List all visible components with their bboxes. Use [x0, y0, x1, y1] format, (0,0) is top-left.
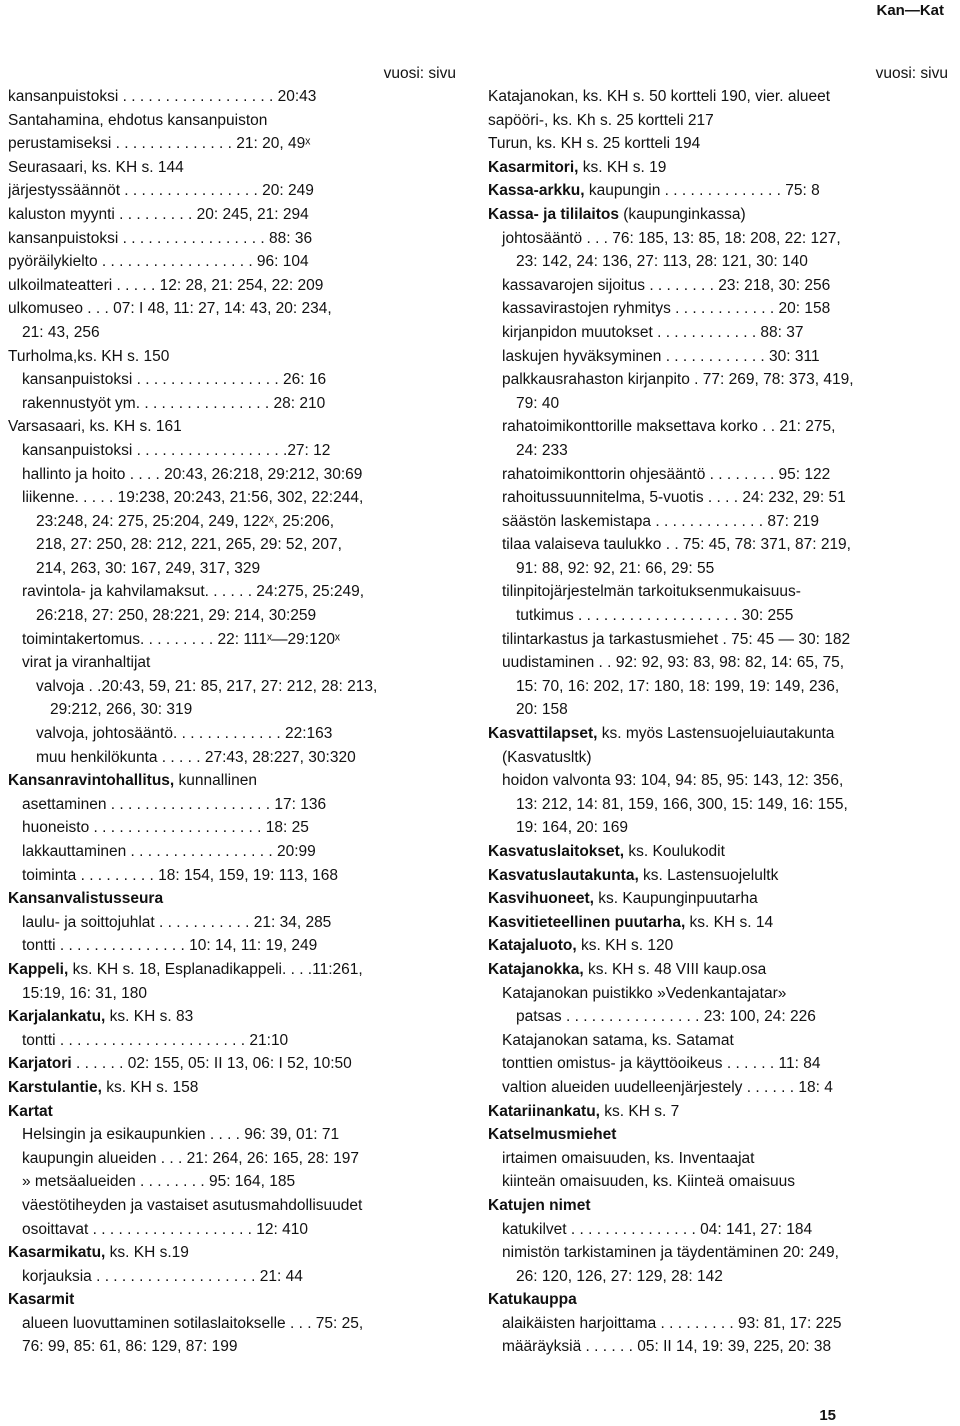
index-subentry: patsas . . . . . . . . . . . . . . . . 23: 100, 24: 226: [516, 1008, 816, 1026]
index-entry: Katajanokan, ks. KH s. 50 kortteli 190, vier. alueet: [488, 88, 831, 105]
entry-keyword: Katujen nimet: [488, 1196, 591, 1214]
entry-text: ks. Lastensuojelultk: [638, 866, 779, 884]
index-entry: ulkomuseo . . . 07: I 48, 11: 27, 14: 43, 20: 234,: [8, 300, 332, 318]
index-subentry: Katajanokan puistikko »Vedenkantajatar»: [502, 984, 787, 1002]
entry-keyword: Kasarmit: [8, 1291, 75, 1309]
index-subentry: alaikäisten harjoittama . . . . . . . . . 93: 81, 17: 225: [502, 1314, 842, 1332]
entry-keyword: Kasvatuslautakunta,: [488, 866, 639, 884]
index-subentry: uudistaminen . . 92: 92, 93: 83, 98: 82, 14: 65, 75,: [502, 654, 845, 672]
index-subentry: osoittavat . . . . . . . . . . . . . . . . . . . 12: 410: [22, 1220, 309, 1238]
index-entry: [488, 1288, 948, 1312]
index-subentry: 21: 43, 256: [22, 323, 100, 341]
index-entry: [8, 1288, 456, 1312]
entry-keyword: Katukauppa: [488, 1291, 577, 1309]
entry-keyword: Kasarmikatu,: [8, 1244, 106, 1262]
index-subentry: korjauksia . . . . . . . . . . . . . . . . . . . 21: 44: [22, 1267, 303, 1285]
index-entry: Santahamina, ehdotus kansanpuiston: [8, 111, 268, 129]
index-subentry: 20: 158: [516, 701, 568, 719]
index-entry: sapööri-, ks. Kh s. 25 kortteli 217: [488, 111, 714, 129]
index-subentry: tonttien omistus- ja käyttöoikeus . . . . . . 11: 84: [502, 1055, 821, 1073]
index-subentry: 26: 120, 126, 27: 129, 28: 142: [516, 1267, 723, 1285]
index-subentry: toimintakertomus. . . . . . . . . 22: 111ˣ—29:120ˣ: [22, 630, 341, 648]
entry-text: ks. KH s. 7: [599, 1102, 680, 1120]
entry-text: (kaupunginkassa): [618, 205, 746, 223]
index-subentry: kiinteän omaisuuden, ks. Kiinteä omaisuus: [502, 1173, 795, 1191]
entry-text: kaupungin . . . . . . . . . . . . . . 75: 8: [584, 182, 820, 200]
index-subentry: kansanpuistoksi . . . . . . . . . . . . . . . . . .27: 12: [22, 441, 331, 459]
entry-keyword: Katajanokka,: [488, 960, 584, 978]
index-entry: [488, 911, 948, 935]
entry-keyword: Kansanvalistusseura: [8, 890, 164, 908]
index-subentry: rakennustyöt ym. . . . . . . . . . . . . . . . 28: 210: [22, 394, 326, 412]
right-entry-list: [488, 85, 948, 1359]
entry-keyword: Kasvatuslaitokset,: [488, 843, 625, 860]
entry-keyword: Kasvattilapset,: [488, 725, 598, 743]
index-subentry: rahoitussuunnitelma, 5-vuotis . . . . 24: 232, 29: 51: [502, 489, 846, 507]
index-entry: [488, 840, 948, 864]
entry-keyword: Kansanravintohallitus,: [8, 772, 175, 790]
left-entry-list: [8, 85, 456, 1359]
index-entry: [488, 934, 948, 958]
index-subentry: huoneisto . . . . . . . . . . . . . . . . . . . . 18: 25: [22, 819, 309, 837]
left-column: [8, 62, 456, 1359]
index-subentry: ravintola- ja kahvilamaksut. . . . . . 24:275, 25:249,: [22, 583, 365, 601]
index-subentry: alueen luovuttaminen sotilaslaitokselle . . . 75: 25,: [22, 1314, 364, 1332]
index-subentry: 15: 70, 16: 202, 17: 180, 18: 199, 19: 149, 236,: [516, 677, 840, 695]
index-subentry: 79: 40: [516, 394, 560, 412]
index-subentry: johtosääntö . . . 76: 185, 13: 85, 18: 208, 22: 127,: [502, 229, 841, 247]
index-subentry: tontti . . . . . . . . . . . . . . . . . . . . . . 21:10: [22, 1031, 289, 1049]
index-entry: [488, 179, 948, 203]
index-subentry: 15:19, 16: 31, 180: [22, 984, 147, 1002]
running-header: Kan—Kat: [876, 2, 944, 19]
index-subentry: 23: 142, 24: 136, 27: 113, 28: 121, 30: 140: [516, 253, 808, 271]
index-subentry: 19: 164, 20: 169: [516, 819, 629, 837]
entry-text: ks. KH s. 14: [685, 913, 774, 931]
index-subentry: toiminta . . . . . . . . . 18: 154, 159, 19: 113, 168: [22, 866, 338, 884]
index-entry: [8, 1052, 456, 1076]
index-subentry: laulu- ja soittojuhlat . . . . . . . . . . . 21: 34, 285: [22, 913, 332, 931]
index-entry: ulkoilmateatteri . . . . . 12: 28, 21: 254, 22: 209: [8, 276, 324, 294]
entry-text: kunnallinen: [174, 772, 257, 790]
index-subentry: hallinto ja hoito . . . . 20:43, 26:218, 29:212, 30:69: [22, 465, 363, 483]
index-entry: perustamiseksi . . . . . . . . . . . . . . 21: 20, 49ˣ: [8, 135, 311, 153]
index-subentry: valvoja . .20:43, 59, 21: 85, 217, 27: 212, 28: 213,: [36, 677, 378, 695]
entry-keyword: Kappeli,: [8, 960, 69, 978]
index-subentry: 24: 233: [516, 441, 568, 459]
index-subentry: laskujen hyväksyminen . . . . . . . . . . . . 30: 311: [502, 347, 820, 365]
index-subentry: (Kasvatusltk): [502, 748, 592, 766]
index-entry: [488, 203, 948, 227]
index-subentry: nimistön tarkistaminen ja täydentäminen 20: 249,: [502, 1244, 839, 1262]
entry-text: ks. KH s. 120: [576, 937, 674, 955]
entry-text: ks. myös Lastensuojeluiautakunta: [597, 725, 835, 743]
index-subentry: kassavarojen sijoitus . . . . . . . . 23: 218, 30: 256: [502, 276, 831, 294]
index-subentry: kirjanpidon muutokset . . . . . . . . . . . . 88: 37: [502, 323, 804, 341]
index-subentry: liikenne. . . . . 19:238, 20:243, 21:56, 302, 22:244,: [22, 489, 364, 507]
index-subentry: 23:248, 24: 275, 25:204, 249, 122ˣ, 25:206,: [36, 512, 335, 530]
entry-text: ks. KH s. 19: [578, 158, 667, 176]
entry-keyword: Katselmusmiehet: [488, 1126, 617, 1144]
entry-keyword: Karjalankatu,: [8, 1008, 106, 1026]
index-entry: [8, 1076, 456, 1100]
index-entry: [8, 1005, 456, 1029]
index-subentry: kaupungin alueiden . . . 21: 264, 26: 165, 28: 197: [22, 1149, 359, 1167]
entry-text: ks. Kaupunginpuutarha: [593, 890, 758, 908]
index-entry: [488, 1123, 948, 1147]
index-subentry: valvoja, johtosääntö. . . . . . . . . . . . . 22:163: [36, 725, 333, 743]
index-entry: [488, 887, 948, 911]
index-entry: [488, 1194, 948, 1218]
entry-text: ks. KH s. 18, Esplanadikappeli. . . .11:261,: [68, 960, 363, 978]
index-subentry: Katajanokan satama, ks. Satamat: [502, 1031, 734, 1049]
index-entry: [8, 887, 456, 911]
entry-keyword: Katariinankatu,: [488, 1102, 600, 1120]
index-entry: kaluston myynti . . . . . . . . . 20: 245, 21: 294: [8, 205, 309, 223]
index-subentry: tutkimus . . . . . . . . . . . . . . . . . . . 30: 255: [516, 607, 794, 625]
index-subentry: tontti . . . . . . . . . . . . . . . 10: 14, 11: 19, 249: [22, 937, 318, 955]
index-subentry: 214, 263, 30: 167, 249, 317, 329: [36, 559, 261, 577]
right-column-heading: vuosi: sivu: [875, 65, 948, 82]
entry-keyword: Kassa-arkku,: [488, 182, 585, 200]
index-entry: kansanpuistoksi . . . . . . . . . . . . . . . . . . 20:43: [8, 88, 317, 105]
index-subentry: rahatoimikonttorin ohjesääntö . . . . . . . . 95: 122: [502, 465, 831, 483]
page-number: 15: [819, 1407, 836, 1424]
entry-text: ks. KH s. 48 VIII kaup.osa: [583, 960, 767, 978]
index-subentry: 29:212, 266, 30: 319: [50, 701, 193, 719]
index-subentry: valtion alueiden uudelleenjärjestely . . . . . . 18: 4: [502, 1078, 833, 1096]
entry-text: ks. KH s. 158: [101, 1078, 199, 1096]
index-entry: [8, 1241, 456, 1265]
index-entry: kansanpuistoksi . . . . . . . . . . . . . . . . . 88: 36: [8, 229, 313, 247]
index-subentry: 13: 212, 14: 81, 159, 166, 300, 15: 149, 16: 155,: [516, 795, 848, 813]
index-subentry: palkkausrahaston kirjanpito . 77: 269, 78: 373, 419,: [502, 371, 854, 389]
index-subentry: irtaimen omaisuuden, ks. Inventaajat: [502, 1149, 755, 1167]
index-subentry: rahatoimikonttorille maksettava korko . . 21: 275,: [502, 418, 836, 436]
index-subentry: hoidon valvonta 93: 104, 94: 85, 95: 143, 12: 356,: [502, 772, 844, 790]
index-subentry: katukilvet . . . . . . . . . . . . . . . 04: 141, 27: 184: [502, 1220, 813, 1238]
entry-text: ks. KH s. 83: [105, 1008, 194, 1026]
index-subentry: kassavirastojen ryhmitys . . . . . . . . . . . . 20: 158: [502, 300, 831, 318]
entry-text: . . . . . . 02: 155, 05: II 13, 06: I 52, 10:50: [71, 1055, 352, 1073]
entry-keyword: Karjatori: [8, 1055, 72, 1073]
index-entry: [8, 958, 456, 982]
index-subentry: lakkauttaminen . . . . . . . . . . . . . . . . . 20:99: [22, 843, 316, 860]
index-entry: [488, 722, 948, 746]
index-entry: Seurasaari, ks. KH s. 144: [8, 158, 184, 176]
entry-keyword: Kasvihuoneet,: [488, 890, 594, 908]
entry-keyword: Katajaluoto,: [488, 937, 577, 955]
index-subentry: 76: 99, 85: 61, 86: 129, 87: 199: [22, 1338, 238, 1356]
index-entry: pyöräilykielto . . . . . . . . . . . . . . . . . . 96: 104: [8, 253, 309, 271]
entry-text: ks. KH s.19: [105, 1244, 189, 1262]
index-subentry: säästön laskemistapa . . . . . . . . . . . . . 87: 219: [502, 512, 820, 530]
index-subentry: virat ja viranhaltijat: [22, 654, 151, 672]
index-subentry: määräyksiä . . . . . . 05: II 14, 19: 39, 225, 20: 38: [502, 1338, 832, 1356]
index-entry: [488, 1100, 948, 1124]
index-entry: Varsasaari, ks. KH s. 161: [8, 418, 182, 436]
entry-keyword: Kasarmitori,: [488, 158, 579, 176]
index-entry: järjestyssäännöt . . . . . . . . . . . . . . . . 20: 249: [8, 182, 314, 200]
index-subentry: 218, 27: 250, 28: 212, 221, 265, 29: 52, 207,: [36, 536, 342, 554]
entry-keyword: Kasvitieteellinen puutarha,: [488, 913, 686, 931]
entry-text: ks. Koulukodit: [624, 843, 725, 860]
index-subentry: muu henkilökunta . . . . . 27:43, 28:227, 30:320: [36, 748, 356, 766]
index-entry: Turholma,ks. KH s. 150: [8, 347, 170, 365]
index-subentry: 91: 88, 92: 92, 21: 66, 29: 55: [516, 559, 715, 577]
left-column-heading: vuosi: sivu: [383, 65, 456, 82]
index-subentry: » metsäalueiden . . . . . . . . 95: 164, 185: [22, 1173, 296, 1191]
index-subentry: tilaa valaiseva taulukko . . 75: 45, 78: 371, 87: 219,: [502, 536, 851, 554]
entry-keyword: Kassa- ja tililaitos: [488, 205, 619, 223]
index-subentry: väestötiheyden ja vastaiset asutusmahdollisuudet: [22, 1196, 363, 1214]
index-subentry: tilintarkastus ja tarkastusmiehet . 75: 45 — 30: 182: [502, 630, 851, 648]
index-entry: [488, 156, 948, 180]
index-subentry: 26:218, 27: 250, 28:221, 29: 214, 30:259: [36, 607, 317, 625]
index-subentry: Helsingin ja esikaupunkien . . . . 96: 39, 01: 71: [22, 1126, 340, 1144]
entry-keyword: Kartat: [8, 1102, 53, 1120]
index-entry: [8, 769, 456, 793]
index-subentry: tilinpitojärjestelmän tarkoituksenmukaisuus-: [502, 583, 801, 601]
index-entry: [488, 864, 948, 888]
index-entry: [8, 1100, 456, 1124]
index-entry: Turun, ks. KH s. 25 kortteli 194: [488, 135, 701, 153]
index-subentry: asettaminen . . . . . . . . . . . . . . . . . . . 17: 136: [22, 795, 327, 813]
index-entry: [488, 958, 948, 982]
entry-keyword: Karstulantie,: [8, 1078, 102, 1096]
index-subentry: kansanpuistoksi . . . . . . . . . . . . . . . . . 26: 16: [22, 371, 327, 389]
right-column: [488, 62, 948, 1359]
